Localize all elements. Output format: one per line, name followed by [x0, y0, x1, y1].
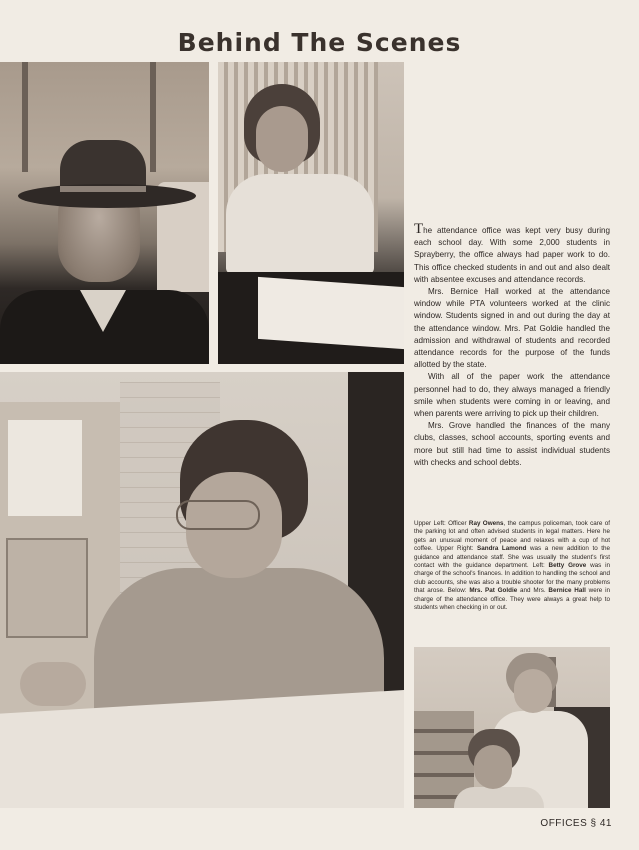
drop-cap: T: [414, 221, 424, 237]
caption-name: Betty Grove: [548, 562, 587, 570]
photo-detail: [6, 538, 88, 638]
photo-officer-ray-owens: [0, 62, 209, 364]
caption-text: was in charge of the school's finances. In addition to handling the school and club accounts, she was also a trouble shooter for the many problems that arose. Below:: [414, 562, 610, 595]
photo-detail: [256, 106, 308, 172]
caption-text: , the campus policeman, took care of the parking lot and often advised students in legal matters. Here he gets an unusual moment of peace and relaxes with a cup of hot coffee. Upper Right:: [414, 520, 610, 553]
photo-detail: [8, 420, 82, 516]
photo-betty-grove: [0, 372, 404, 808]
caption-name: Ray Owens: [468, 520, 504, 527]
caption-text: were in charge of the attendance office. They were always a great help to students when checking in or out.: [414, 587, 610, 612]
photo-detail: [226, 174, 374, 274]
article-paragraph: [414, 221, 610, 286]
article-paragraph: With all of the paper work the attendance personnel had to do, they always managed a friendly smile when students were coming in or leaving, and when parents were arriving to pick up their children.: [414, 372, 610, 419]
photo-detail: [474, 745, 512, 789]
page-folio: OFFICES § 41: [540, 818, 612, 829]
caption-name: Sandra Lamond: [477, 545, 527, 553]
article-paragraph: Mrs. Grove handled the finances of the many clubs, classes, school accounts, sporting events and more but still had time to assist individual students with checks and school debts.: [414, 421, 610, 467]
photo-detail: [20, 662, 86, 706]
photo-detail: [176, 500, 260, 530]
photo-sandra-lamond: [218, 62, 404, 364]
article-text: he attendance office was kept very busy during each school day. With some 2,000 students in Sprayberry, the office always had paper work to do. This office checked students in and out and also dealt with absentee excuses and attendance records.: [414, 226, 610, 284]
article-body: [414, 221, 610, 469]
photo-goldie-and-hall: [414, 647, 610, 808]
photo-detail: [60, 186, 146, 192]
article-paragraph: Mrs. Bernice Hall worked at the attendance window while PTA volunteers worked at the clinic window. Students signed in and out during the day at the attendance window. Mrs. Pat Goldie handled the admission and withdrawal of students and recorded attendance records for the purpose of the funds allotted by the state.: [414, 287, 610, 370]
caption-text: Upper Left: Officer: [414, 520, 469, 527]
photo-detail: [454, 787, 544, 808]
caption-text: was a new addition to the guidance and attendance staff. She was usually the student's first contact with the guidance department. Left:: [414, 545, 611, 570]
photo-caption: [414, 520, 610, 612]
photo-detail: [514, 669, 552, 713]
photo-detail: [150, 62, 156, 172]
caption-name: Mrs. Pat Goldie: [469, 587, 518, 595]
caption-name: Bernice Hall: [548, 587, 586, 595]
photo-detail: [22, 62, 28, 172]
photo-detail: [258, 277, 404, 349]
page-title: Behind The Scenes: [177, 28, 462, 57]
caption-text: and Mrs.: [517, 587, 549, 595]
